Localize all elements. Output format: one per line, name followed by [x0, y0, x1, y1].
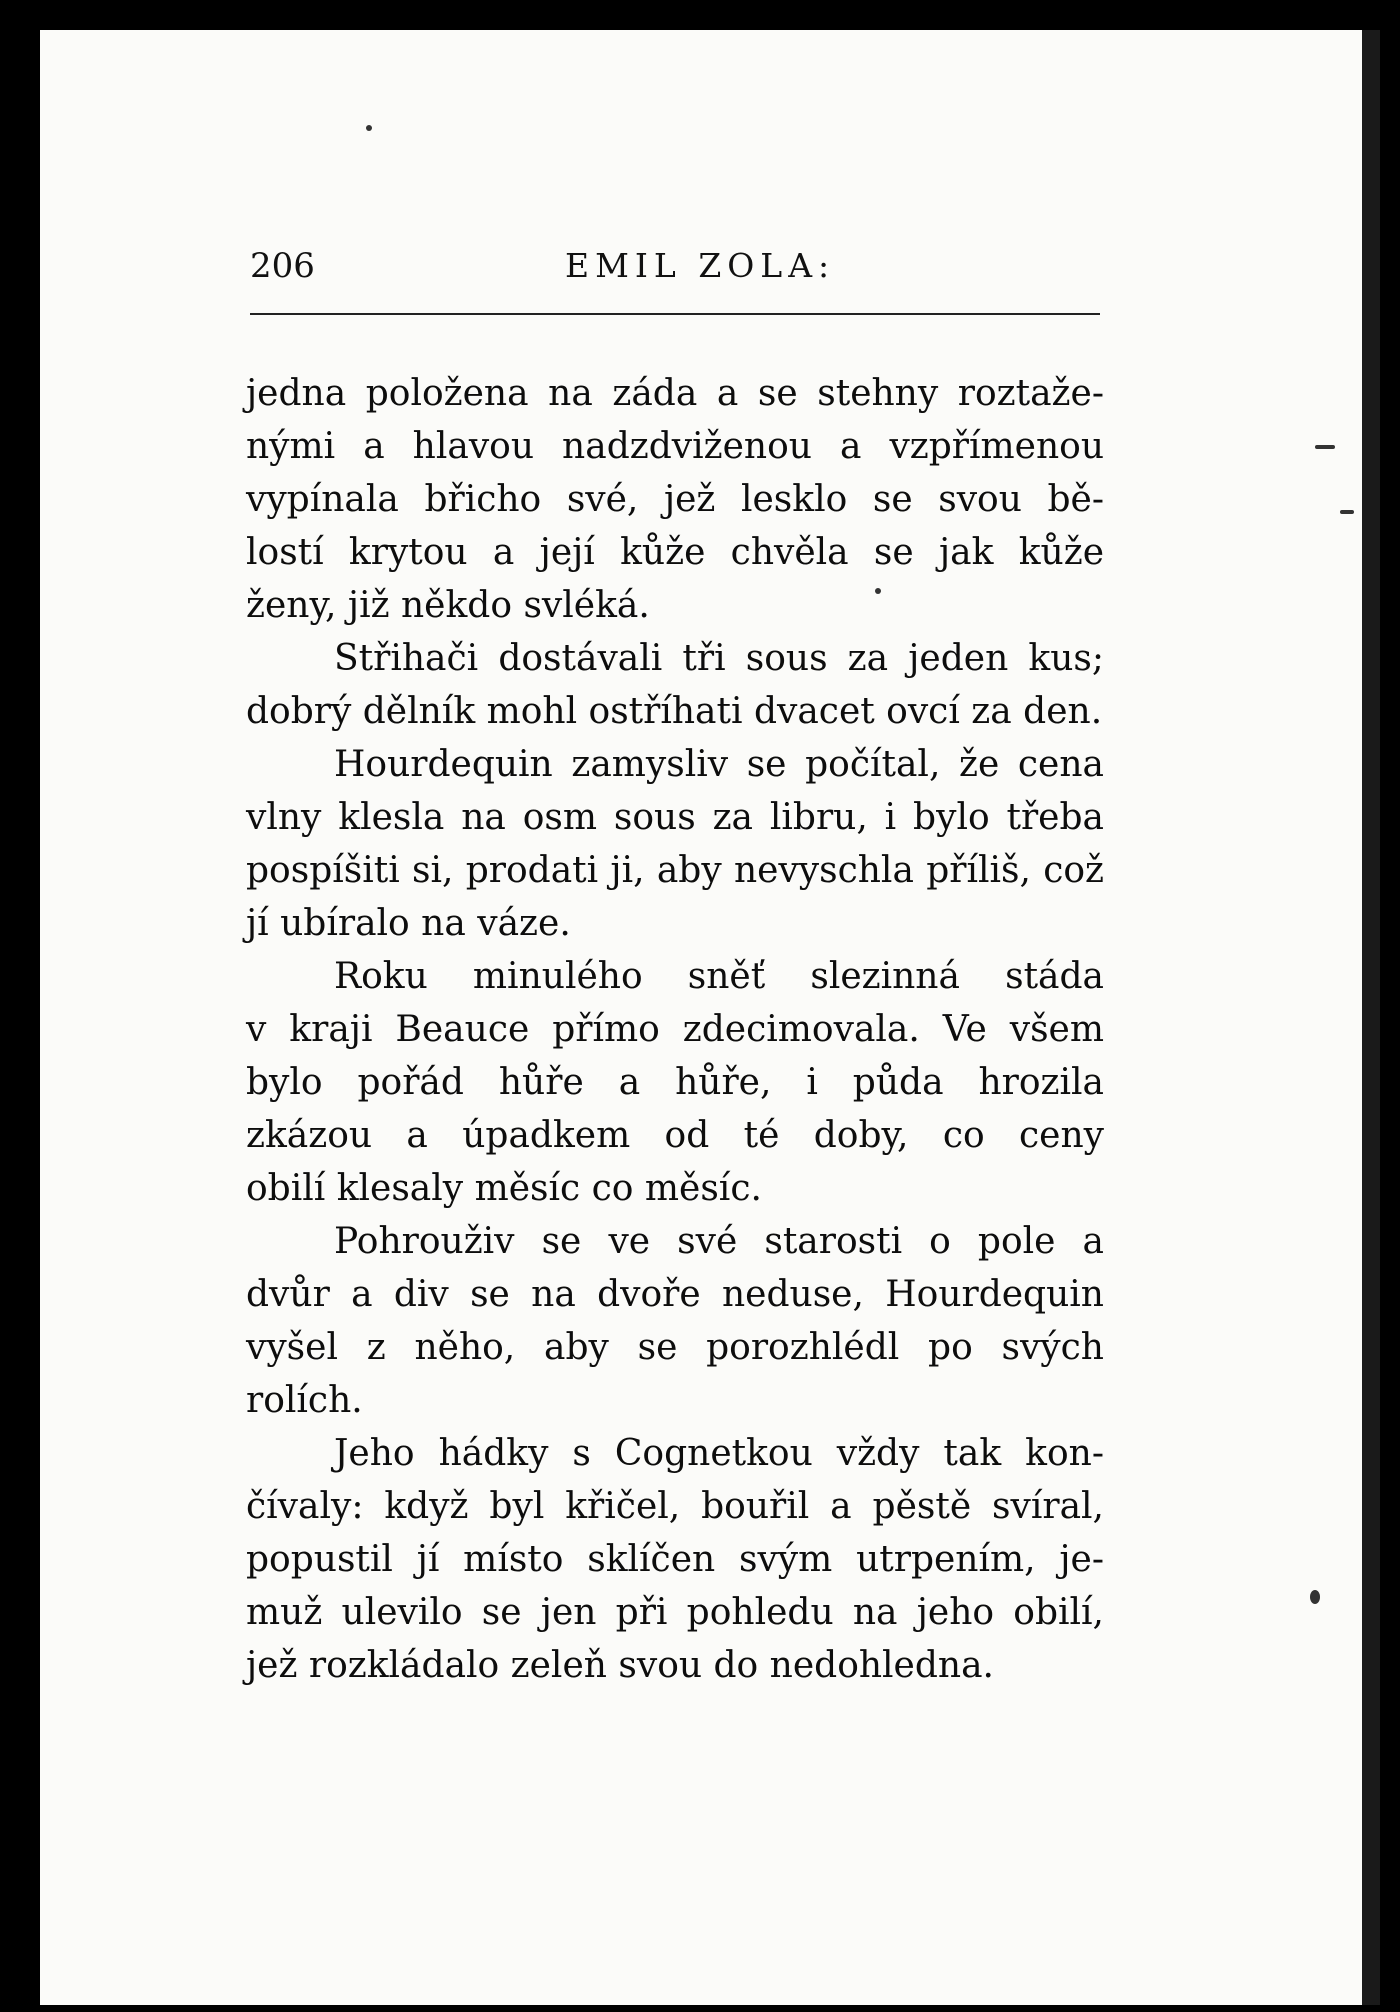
paper-speck [1310, 1590, 1320, 1604]
text-line: dobrý dělník mohl ostříhati dvacet ovcí za den. [246, 691, 1103, 732]
text-line: vypínala břicho své, jež lesklo se svou bě- [246, 479, 1104, 520]
text-line: Pohrouživ se ve své starosti o pole a [334, 1221, 1104, 1262]
text-line: v kraji Beauce přímo zdecimovala. Ve všem [246, 1009, 1104, 1050]
paper-speck [1315, 445, 1335, 449]
body-text [246, 367, 1104, 1692]
text-line: jedna položena na záda a se stehny roztaže- [246, 373, 1104, 414]
text-line: jí ubíralo na váze. [246, 903, 571, 944]
paper-speck [1340, 510, 1354, 514]
running-title: EMIL ZOLA: [565, 246, 836, 285]
header-rule [250, 313, 1100, 315]
page-edge-shadow [1362, 30, 1380, 2005]
text-line: dvůr a div se na dvoře neduse, Hourdequin [246, 1274, 1104, 1315]
text-line: zkázou a úpadkem od té doby, co ceny [246, 1115, 1104, 1156]
book-page [40, 30, 1380, 2005]
text-line: muž ulevilo se jen při pohledu na jeho obilí, [246, 1592, 1104, 1633]
text-line: bylo pořád hůře a hůře, i půda hrozila [246, 1062, 1104, 1103]
paper-speck [366, 125, 372, 131]
text-line: jež rozkládalo zeleň svou do nedohledna. [246, 1645, 995, 1686]
page-number: 206 [250, 246, 315, 286]
text-line: vlny klesla na osm sous za libru, i bylo třeba [246, 797, 1104, 838]
text-line: popustil jí místo sklíčen svým utrpením, je- [246, 1539, 1104, 1580]
text-line: Roku minulého sněť slezinná stáda [334, 956, 1104, 997]
text-line: vyšel z něho, aby se porozhlédl po svých [246, 1327, 1104, 1368]
text-line: nými a hlavou nadzdviženou a vzpřímenou [246, 426, 1104, 467]
text-line: rolích. [246, 1380, 363, 1421]
text-line: ženy, již někdo svléká. [246, 585, 650, 626]
paper-speck [875, 588, 881, 594]
text-line: Hourdequin zamysliv se počítal, že cena [334, 744, 1104, 785]
text-line: obilí klesaly měsíc co měsíc. [246, 1168, 762, 1209]
text-line: čívaly: když byl křičel, bouřil a pěstě svíral, [246, 1486, 1104, 1527]
text-line: lostí krytou a její kůže chvěla se jak kůže [246, 532, 1104, 573]
text-line: pospíšiti si, prodati ji, aby nevyschla příliš, což [246, 850, 1104, 891]
running-head [250, 236, 1100, 296]
text-line: Jeho hádky s Cognetkou vždy tak kon- [334, 1433, 1104, 1474]
text-line: Střihači dostávali tři sous za jeden kus; [334, 638, 1104, 679]
